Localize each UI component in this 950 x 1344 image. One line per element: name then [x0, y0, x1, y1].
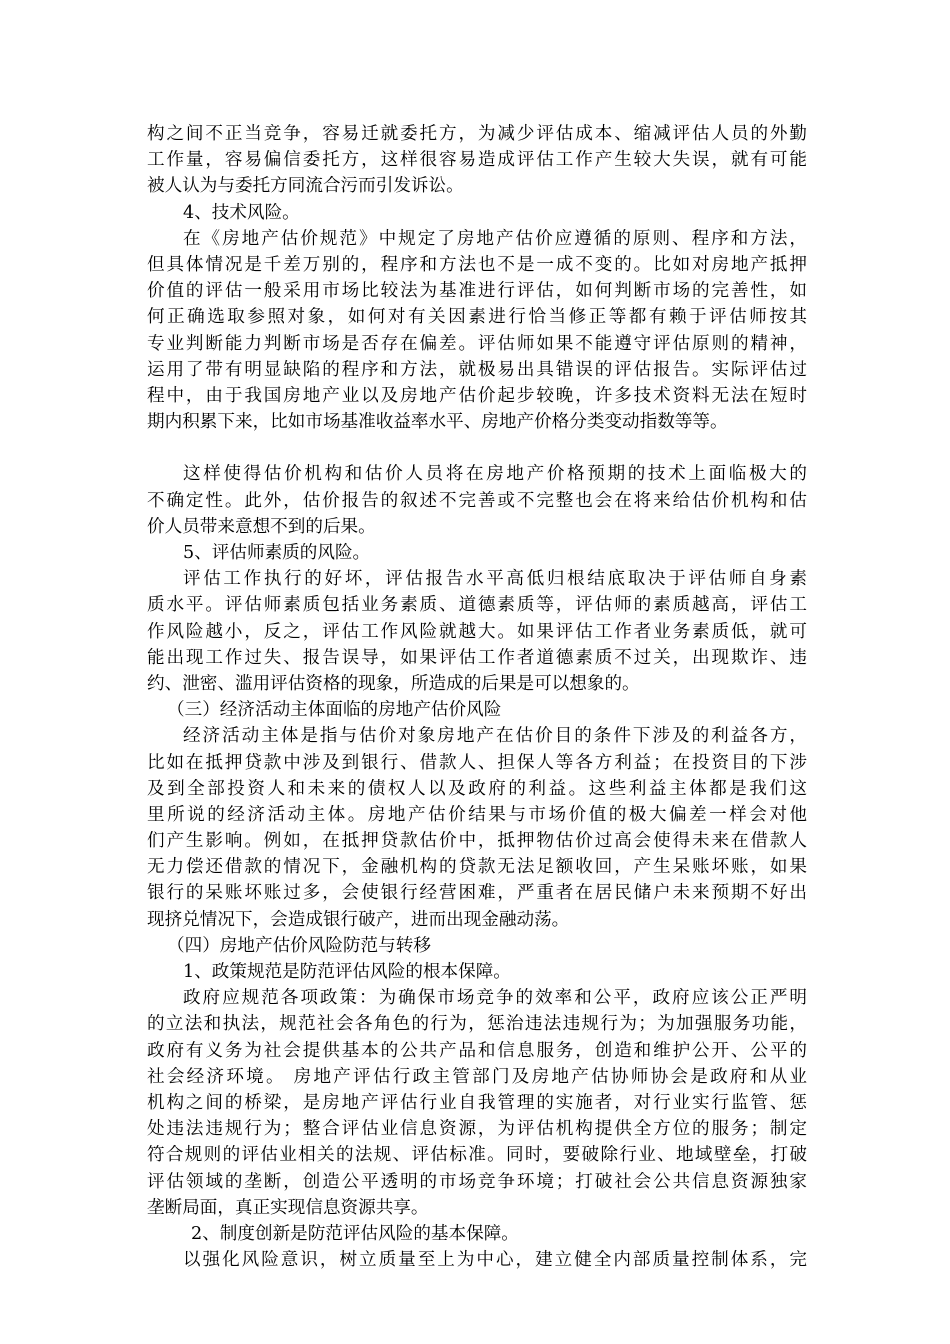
text-line: 垄断局面，真正实现信息资源共享。 [147, 1197, 429, 1218]
text-line: 价人员带来意想不到的后果。 [147, 516, 376, 537]
text-line: 但具体情况是千差万别的，程序和方法也不是一成不变的。比如对房地产抵押 [147, 254, 807, 275]
text-line: 机构之间的桥梁，是房地产评估行业自我管理的实施者，对行业实行监管、惩 [147, 1092, 807, 1113]
text-line: 比如在抵押贷款中涉及到银行、借款人、担保人等各方利益；在投资目的下涉 [147, 752, 807, 773]
text-line: 无力偿还借款的情况下，金融机构的贷款无法足额收回，产生呆账坏账，如果 [147, 857, 807, 878]
text-line: 能出现工作过失、报告误导，如果评估工作者道德素质不过关，出现欺诈、违 [147, 647, 807, 668]
text-line: 约、泄密、滥用评估资格的现象，所造成的后果是可以想象的。 [147, 673, 640, 694]
text-line: 符合规则的评估业相关的法规、评估标准。同时，要破除行业、地域壁垒，打破 [147, 1145, 807, 1166]
section-heading: 4、技术风险。 [183, 202, 300, 223]
text-line: 专业判断能力判断市场是否存在偏差。评估师如果不能遵守评估原则的精神， [147, 333, 807, 354]
blank-line [147, 435, 807, 461]
document-body [147, 121, 807, 1273]
section-heading: （四）房地产估价风险防范与转移 [167, 935, 431, 956]
text-line: 政府应规范各项政策：为确保市场竞争的效率和公平，政府应该公正严明 [183, 988, 807, 1009]
text-line: 经济活动主体是指与估价对象房地产在估价目的条件下涉及的利益各方， [183, 726, 807, 747]
section-heading: （三）经济活动主体面临的房地产估价风险 [167, 700, 502, 721]
text-line: 政府有义务为社会提供基本的公共产品和信息服务，创造和维护公开、公平的 [147, 1040, 807, 1061]
text-line: 在《房地产估价规范》中规定了房地产估价应遵循的原则、程序和方法， [183, 228, 807, 249]
text-line: 这样使得估价机构和估价人员将在房地产价格预期的技术上面临极大的 [183, 464, 807, 485]
text-line: 何正确选取参照对象，如何对有关因素进行恰当修正等都有赖于评估师按其 [147, 307, 807, 328]
text-line: 构之间不正当竞争，容易迁就委托方，为减少评估成本、缩减评估人员的外勤 [147, 124, 807, 144]
section-heading: 2、制度创新是防范评估风险的基本保障。 [191, 1223, 519, 1244]
text-line: 及到全部投资人和未来的债权人以及政府的利益。这些利益主体都是我们这 [147, 778, 807, 799]
section-heading: 1、政策规范是防范评估风险的根本保障。 [183, 962, 511, 982]
text-line: 被人认为与委托方同流合污而引发诉讼。 [147, 176, 464, 197]
text-line: 运用了带有明显缺陷的程序和方法，就极易出具错误的评估报告。实际评估过 [147, 359, 807, 380]
text-line: 现挤兑情况下，会造成银行破产，进而出现金融动荡。 [147, 909, 570, 930]
section-heading: 5、评估师素质的风险。 [183, 543, 371, 563]
text-line: 期内积累下来，比如市场基准收益率水平、房地产价格分类变动指数等等。 [147, 412, 728, 433]
text-line: 程中，由于我国房地产业以及房地产估价起步较晚，许多技术资料无法在短时 [147, 385, 807, 406]
text-line: 不确定性。此外，估价报告的叙述不完善或不完整也会在将来给估价机构和估 [147, 490, 807, 511]
text-line: 的立法和执法，规范社会各角色的行为，惩治违法违规行为；为加强服务功能， [147, 1014, 807, 1035]
text-line: 处违法违规行为；整合评估业信息资源，为评估机构提供全方位的服务；制定 [147, 1119, 807, 1140]
text-line: 作风险越小，反之，评估工作风险就越大。如果评估工作者业务素质低，就可 [147, 621, 807, 642]
text-line: 工作量，容易偏信委托方，这样很容易造成评估工作产生较大失误，就有可能 [147, 150, 807, 171]
text-line: 质水平。评估师素质包括业务素质、道德素质等，评估师的素质越高，评估工 [147, 595, 807, 616]
text-line: 评估工作执行的好坏，评估报告水平高低归根结底取决于评估师自身素 [183, 569, 807, 590]
text-line: 评估领域的垄断，创造公平透明的市场竞争环境；打破社会公共信息资源独家 [147, 1171, 807, 1192]
text-line: 社会经济环境。 房地产评估行政主管部门及房地产估协师协会是政府和从业 [147, 1066, 807, 1087]
text-line: 以强化风险意识，树立质量至上为中心，建立健全内部质量控制体系，完 [183, 1250, 807, 1271]
text-line: 里所说的经济活动主体。房地产估价结果与市场价值的极大偏差一样会对他 [147, 804, 807, 825]
text-line: 银行的呆账坏账过多，会使银行经营困难，严重者在居民储户未来预期不好出 [147, 883, 807, 904]
text-line: 价值的评估一般采用市场比较法为基准进行评估，如何判断市场的完善性，如 [147, 281, 807, 302]
text-line: 们产生影响。例如，在抵押贷款估价中，抵押物估价过高会使得未来在借款人 [147, 831, 807, 852]
